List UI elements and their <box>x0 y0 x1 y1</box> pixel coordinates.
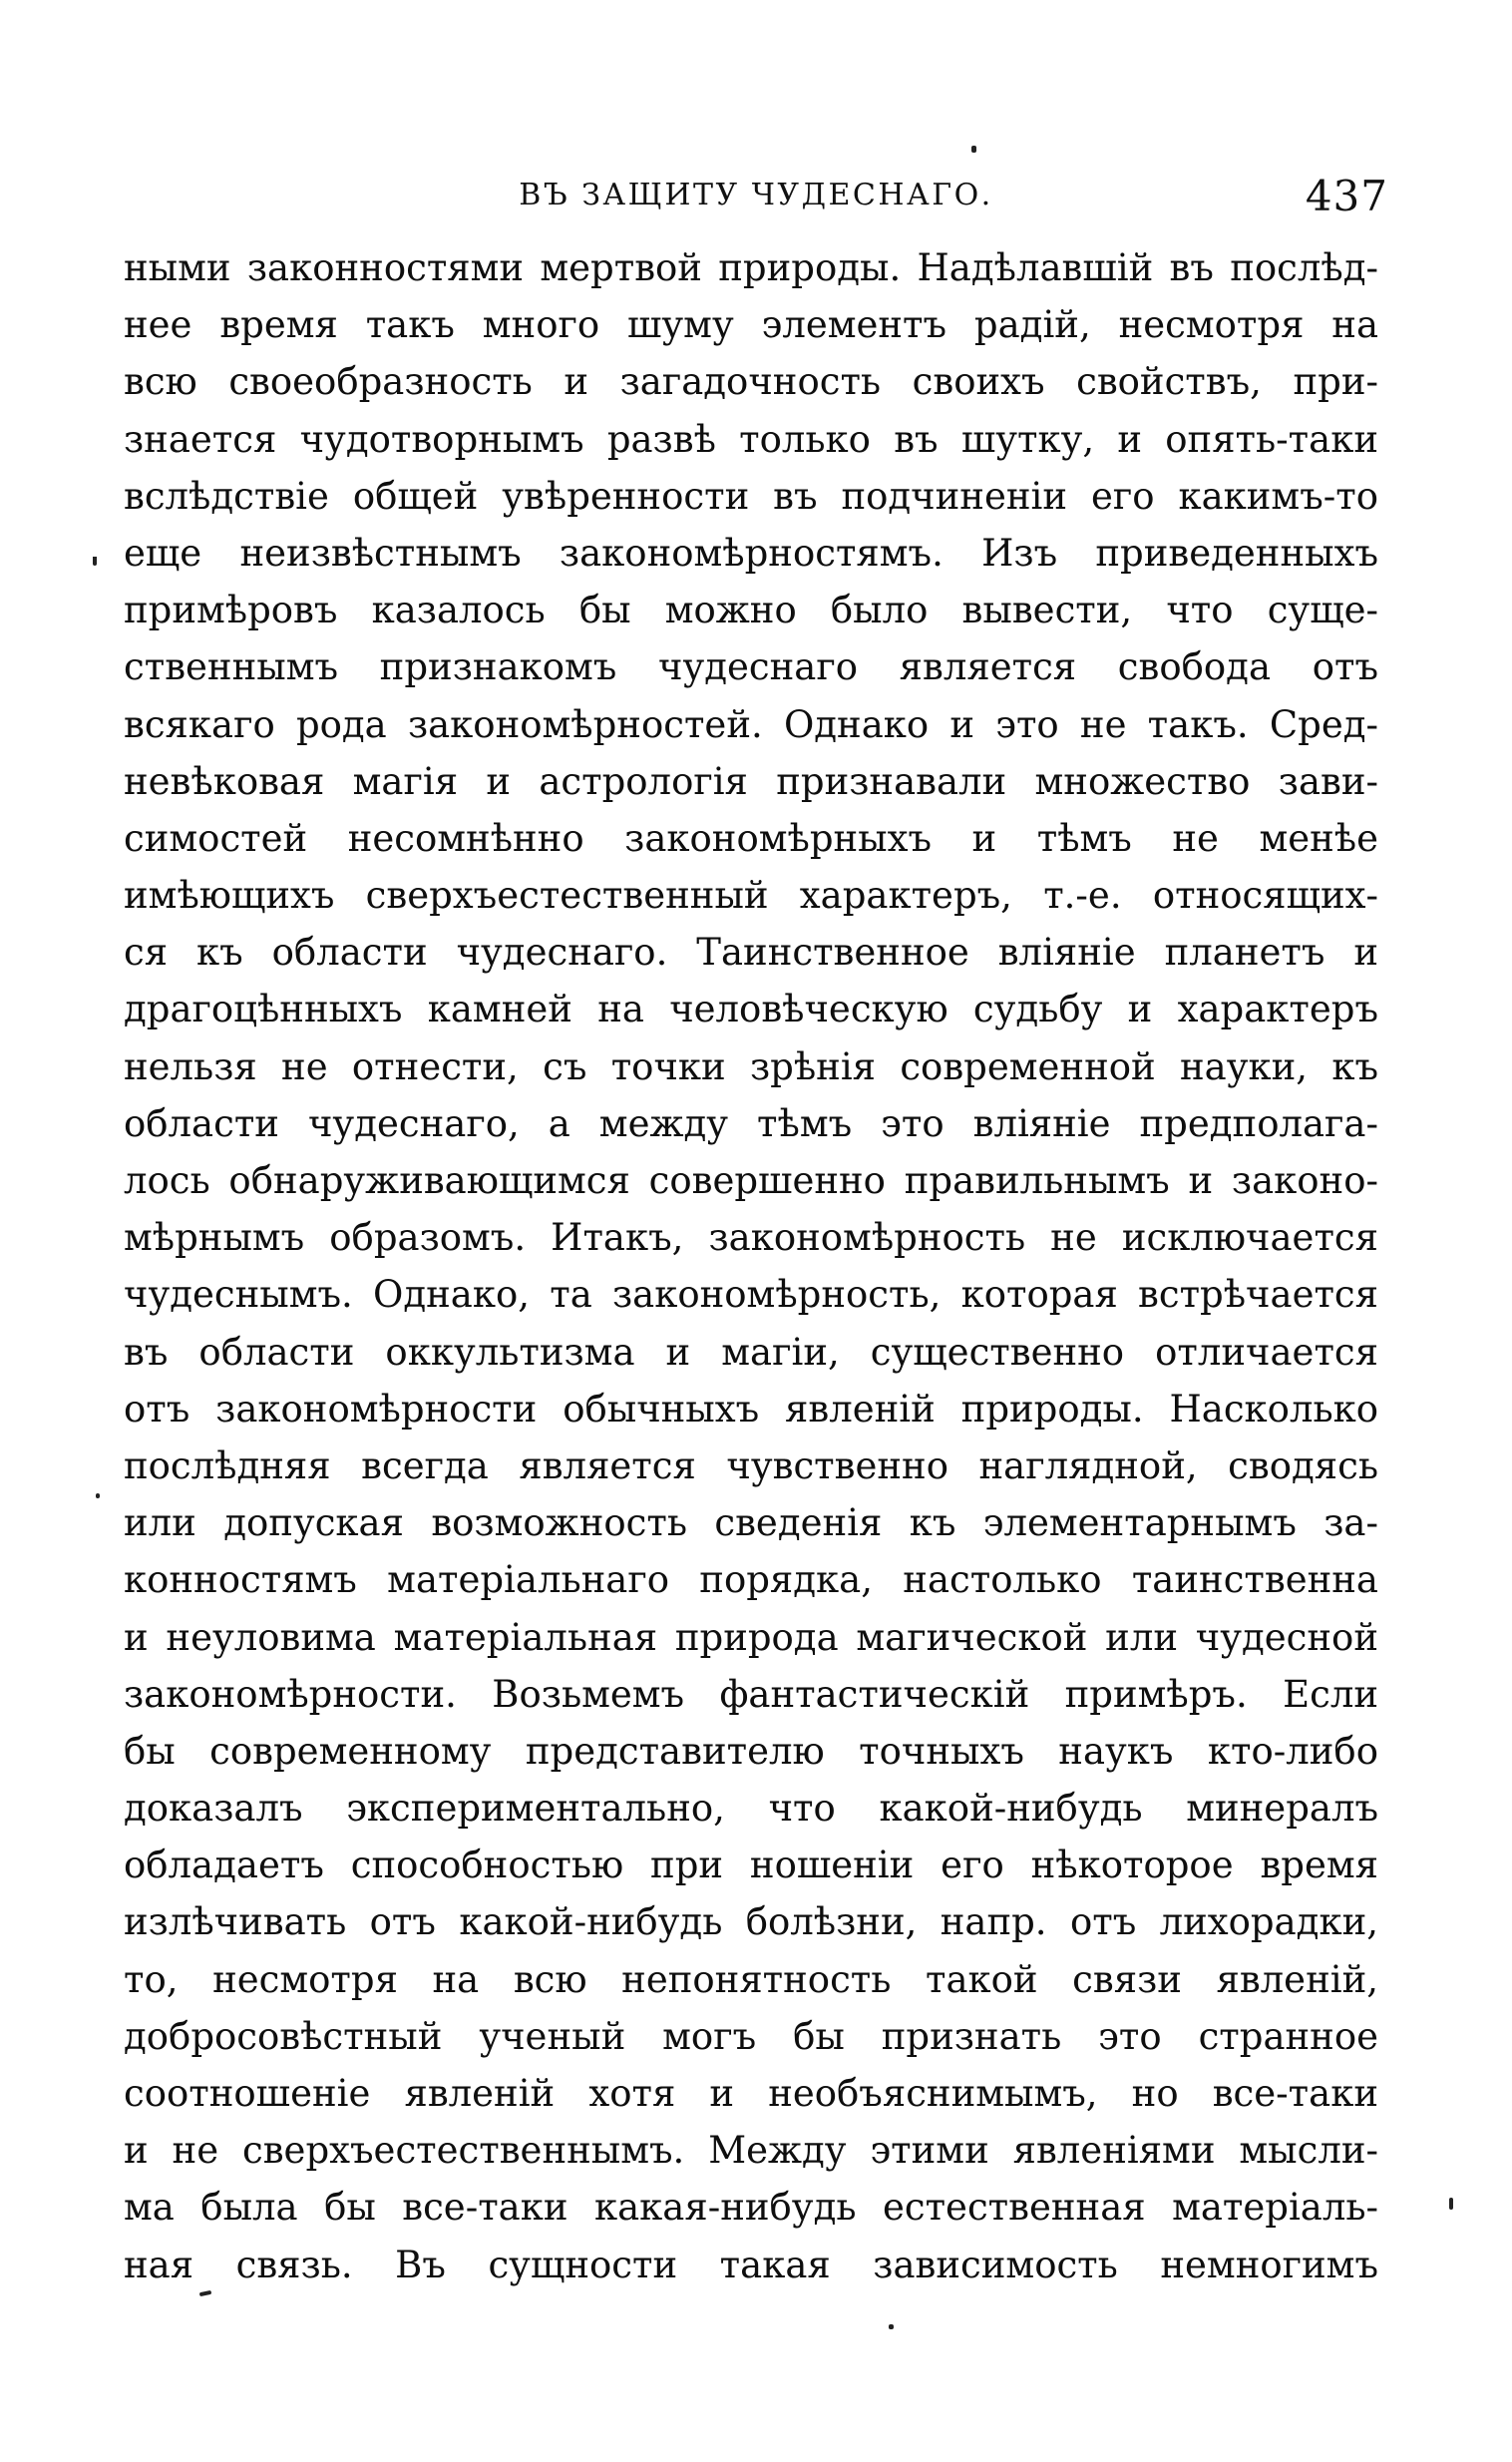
body-line: невѣковая магія и астрологія признавали множество зави- <box>124 759 1378 803</box>
body-line: еще неизвѣстнымъ закономѣрностямъ. Изъ приведенныхъ <box>124 531 1378 575</box>
scan-speck <box>199 2290 212 2296</box>
body-line: и неуловима матеріальная природа магической или чудесной <box>124 1615 1378 1659</box>
body-line: бы современному представителю точныхъ наукъ кто-либо <box>124 1729 1378 1773</box>
body-line: и не сверхъестественнымъ. Между этими явленіями мысли- <box>124 2129 1378 2173</box>
body-line: излѣчивать отъ какой-нибудь болѣзни, напр. отъ лихорадки, <box>124 1900 1378 1944</box>
body-line: чудеснымъ. Однако, та закономѣрность, которая встрѣчается <box>124 1273 1378 1317</box>
body-line: отъ закономѣрности обычныхъ явленій природы. Насколько <box>124 1387 1378 1431</box>
scan-speck <box>1449 2198 1453 2210</box>
body-line: симостей несомнѣнно закономѣрныхъ и тѣмъ не менѣе <box>124 816 1378 860</box>
body-line: мѣрнымъ образомъ. Итакъ, закономѣрность не исключается <box>124 1216 1378 1260</box>
page-number: 437 <box>1305 172 1388 220</box>
body-line: всякаго рода закономѣрностей. Однако и это не такъ. Сред- <box>124 702 1378 746</box>
body-line: вслѣдствіе общей увѣренности въ подчиненіи его какимъ-то <box>124 474 1378 518</box>
scan-speck <box>93 557 97 566</box>
body-line: ся къ области чудеснаго. Таинственное вліяніе планетъ и <box>124 931 1378 975</box>
body-line: ная связь. Въ сущности такая зависимость немногимъ <box>124 2243 1378 2286</box>
body-line: драгоцѣнныхъ камней на человѣческую судьбу и характеръ <box>124 988 1378 1031</box>
body-line: примѣровъ казалось бы можно было вывести, что суще- <box>124 589 1378 632</box>
body-line: обладаетъ способностью при ношеніи его нѣкоторое время <box>124 1844 1378 1887</box>
scan-speck <box>889 2324 894 2329</box>
body-line: имѣющихъ сверхъестественный характеръ, т.-е. относящих- <box>124 874 1378 918</box>
body-line: то, несмотря на всю непонятность такой связи явленій, <box>124 1957 1378 2001</box>
body-line: добросовѣстный ученый могъ бы признать это странное <box>124 2014 1378 2058</box>
body-line: ственнымъ признакомъ чудеснаго является свобода отъ <box>124 645 1378 689</box>
body-line: нее время такъ много шуму элементъ радій, несмотря на <box>124 303 1378 347</box>
body-line: закономѣрности. Возьмемъ фантастическій примѣръ. Если <box>124 1672 1378 1716</box>
running-header <box>124 172 1388 220</box>
scan-speck <box>96 1493 100 1498</box>
body-line: ма была бы все-таки какая-нибудь естественная матеріаль- <box>124 2186 1378 2230</box>
body-line: лось обнаруживающимся совершенно правильнымъ и законо- <box>124 1159 1378 1202</box>
body-line: области чудеснаго, а между тѣмъ это вліяніе предполага- <box>124 1101 1378 1145</box>
body-line: знается чудотворнымъ развѣ только въ шутку, и опять-таки <box>124 417 1378 461</box>
running-title: ВЪ ЗАЩИТУ ЧУДЕСНАГО. <box>519 178 993 212</box>
body-text <box>124 239 1378 2293</box>
body-line: доказалъ экспериментально, что какой-нибудь минералъ <box>124 1787 1378 1831</box>
body-line: послѣдняя всегда является чувственно наглядной, сводясь <box>124 1443 1378 1487</box>
body-line: конностямъ матеріальнаго порядка, настолько таинственна <box>124 1558 1378 1602</box>
body-line: или допуская возможность сведенія къ элементарнымъ за- <box>124 1501 1378 1545</box>
body-line: соотношеніе явленій хотя и необъяснимымъ, но все-таки <box>124 2072 1378 2115</box>
scan-speck <box>971 146 976 153</box>
body-line: ными законностями мертвой природы. Надѣлавшій въ послѣд- <box>124 246 1378 289</box>
body-line: всю своеобразность и загадочность своихъ свойствъ, при- <box>124 360 1378 404</box>
body-line: нельзя не отнести, съ точки зрѣнія современной науки, къ <box>124 1044 1378 1088</box>
body-line: въ области оккультизма и магіи, существенно отличается <box>124 1330 1378 1374</box>
